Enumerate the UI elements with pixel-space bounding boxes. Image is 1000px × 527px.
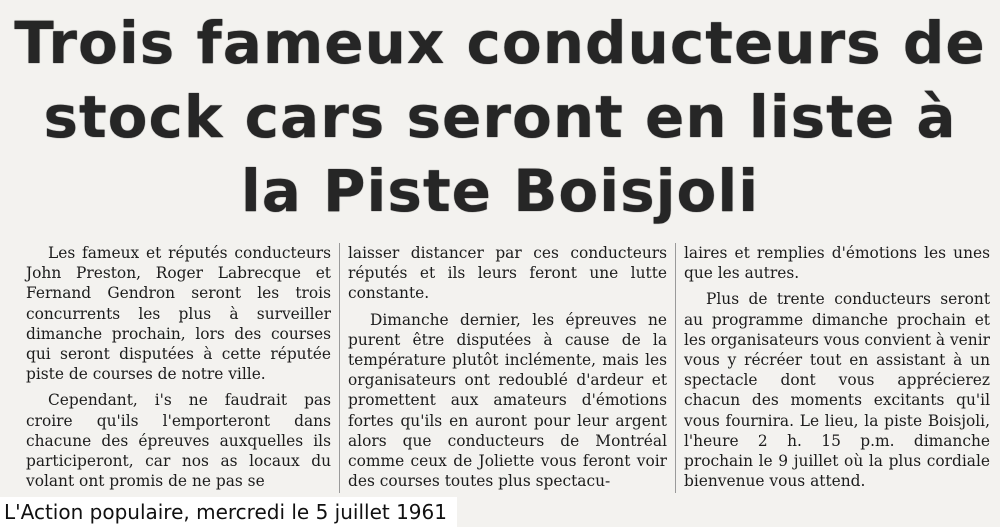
- headline-line-2: stock cars seront en liste à: [43, 83, 957, 151]
- paragraph: Cependant, i's ne faudrait pas croire qu'ils l'emporteront dans chacune des épreuves auxquelles ils participeront, car nos as locaux du volant ont promis de ne pas se: [26, 391, 331, 491]
- headline: [0, 6, 1000, 228]
- article-columns: [18, 243, 998, 493]
- article-column-3: [676, 243, 998, 493]
- paragraph: Les fameux et réputés conducteurs John Preston, Roger Labrecque et Fernand Gendron seront les trois concurrents les plus à surveiller dimanche prochain, lors des courses qui seront disputées à cette réputée piste de courses de notre ville.: [26, 244, 331, 384]
- headline-line-1: Trois fameux conducteurs de: [14, 9, 986, 77]
- paragraph: Dimanche dernier, les épreuves ne purent être disputées à cause de la température plutôt inclémente, mais les organisateurs ont redoublé d'ardeur et promettent aux amateurs d'émotions fortes qu'ils en auront pour leur argent alors que conducteurs de Montréal comme ceux de Joliette vous feront voir des courses toutes plus spectacu-: [348, 310, 667, 491]
- paragraph: Plus de trente conducteurs seront au programme dimanche prochain et les organisateurs vous convient à venir vous y récréer tout en assistant à un spectacle dont vous apprécierez chacun des moments excitants qu'il vous fournira. Le lieu, la piste Boisjoli, l'heure 2 h. 15 p.m. dimanche prochain le 9 juillet où la plus cordiale bienvenue vous attend.: [684, 290, 990, 491]
- paragraph-continued: laires et remplies d'émotions les unes que les autres.: [684, 244, 990, 283]
- headline-line-3: la Piste Boisjoli: [240, 157, 760, 225]
- paragraph-continued: laisser distancer par ces conducteurs réputés et ils leurs feront une lutte constante.: [348, 244, 667, 303]
- source-caption: L'Action populaire, mercredi le 5 juillet 1961: [0, 497, 457, 527]
- article-column-2: [340, 243, 676, 493]
- article-column-1: [18, 243, 340, 493]
